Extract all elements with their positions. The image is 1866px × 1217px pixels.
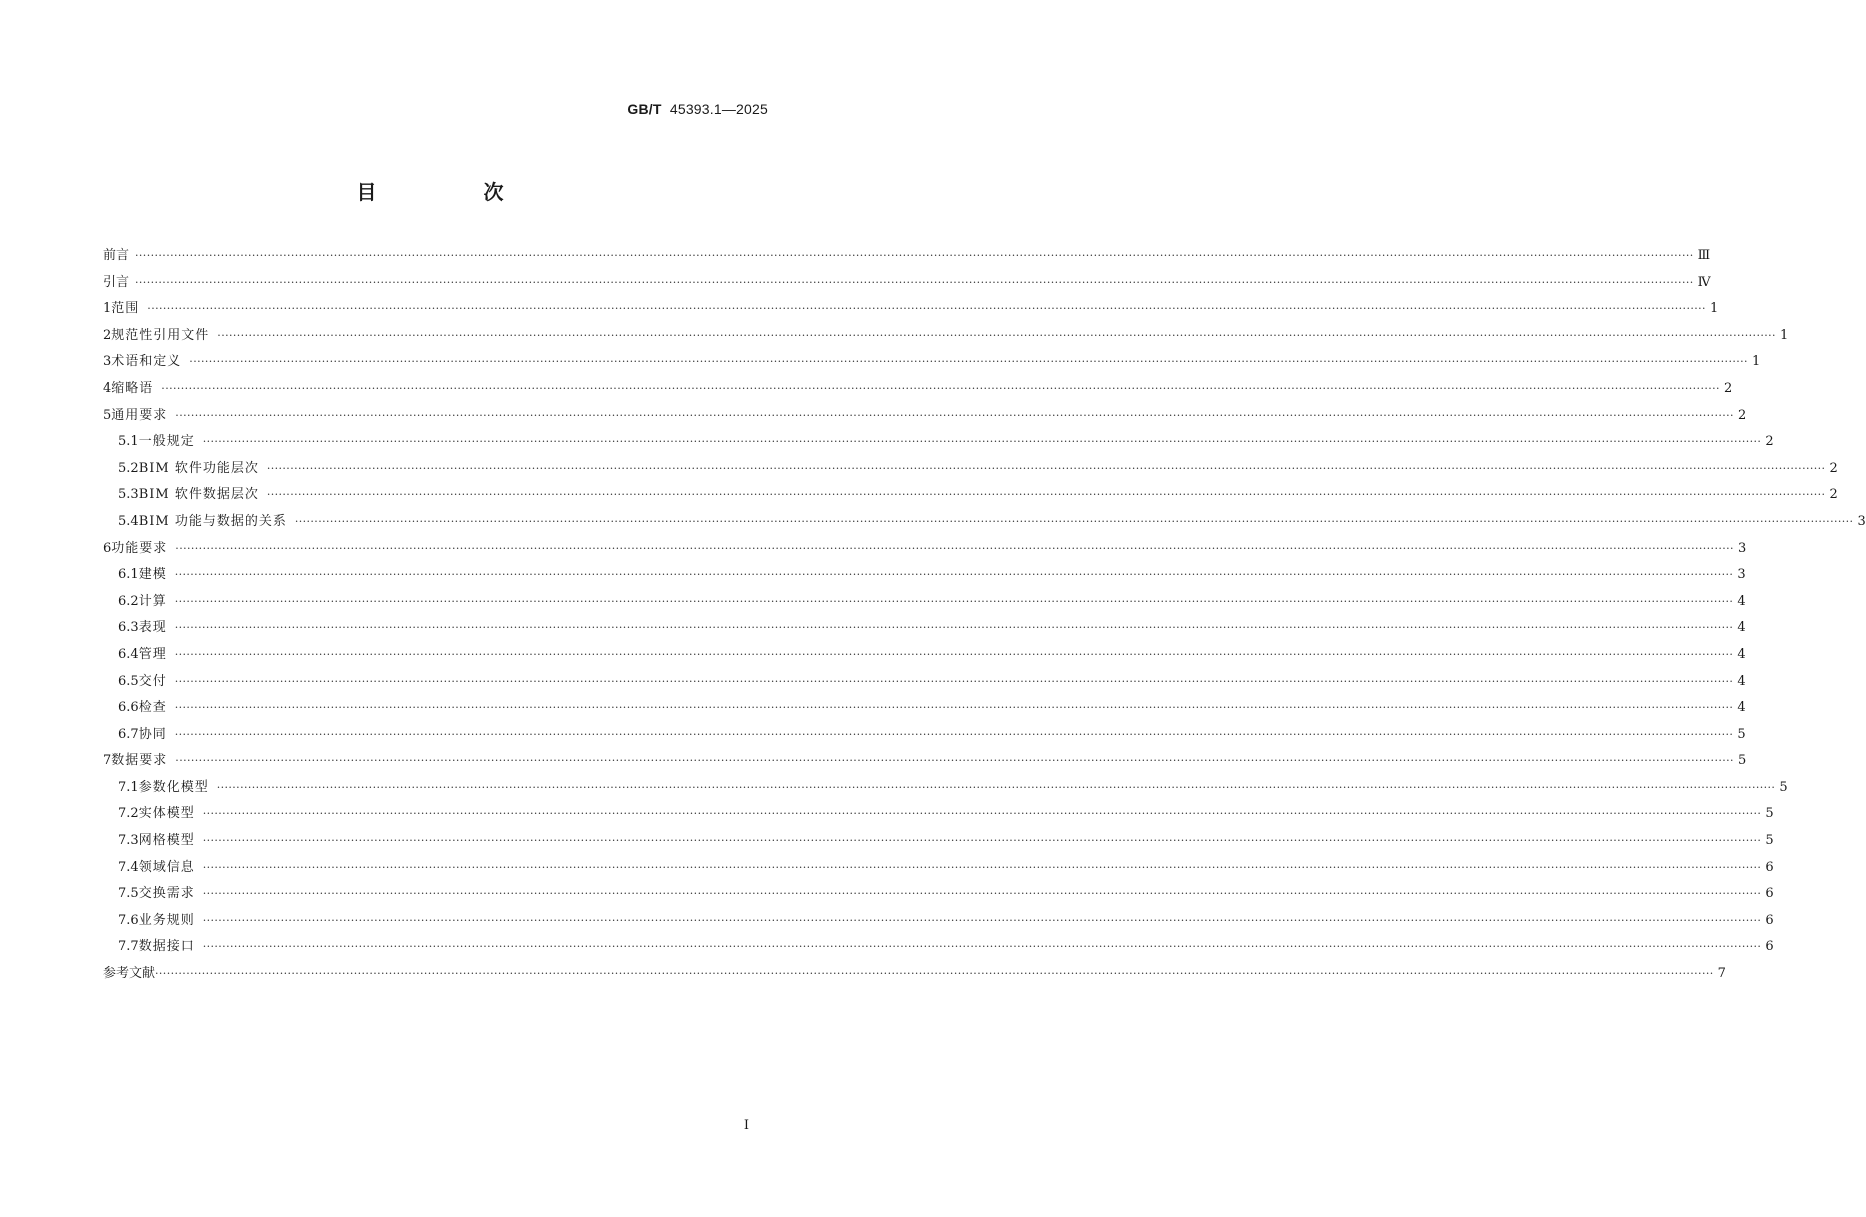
toc-entry-page: Ⅳ bbox=[1697, 274, 1711, 290]
toc-entry-page: 3 bbox=[1737, 540, 1747, 556]
toc-entry-label: 业务规则 bbox=[138, 912, 195, 928]
toc-dot-leader: ················································································································································································································································································································································································································ bbox=[202, 940, 1762, 954]
toc-entry-page: 7 bbox=[1717, 966, 1726, 982]
toc-entry-page: 5 bbox=[1765, 833, 1774, 849]
toc-entry[interactable] bbox=[103, 590, 1746, 617]
toc-entry-page: 3 bbox=[1857, 513, 1866, 529]
toc-dot-leader: ················································································································································································································································································································································································································ bbox=[202, 807, 1762, 821]
toc-entry-number: 5.4 bbox=[118, 513, 139, 529]
toc-entry-label: 参考文献 bbox=[103, 966, 156, 982]
toc-entry-page: 4 bbox=[1737, 620, 1746, 636]
toc-entry[interactable] bbox=[103, 271, 1711, 298]
toc-entry-label: 计算 bbox=[138, 593, 167, 609]
toc-entry-page: 2 bbox=[1765, 434, 1774, 450]
toc-entry-number: 4 bbox=[103, 380, 112, 396]
toc-entry-number: 6.4 bbox=[118, 646, 139, 662]
toc-dot-leader: ················································································································································································································································································································································································································ bbox=[135, 249, 1694, 262]
toc-entry-label: 一般规定 bbox=[138, 434, 195, 450]
toc-entry[interactable] bbox=[103, 962, 1726, 989]
toc-entry-label: 协同 bbox=[138, 726, 167, 742]
toc-dot-leader: ················································································································································································································································································································································································································ bbox=[217, 328, 1776, 342]
toc-entry-number: 7 bbox=[103, 753, 112, 769]
toc-entry-number: 6.2 bbox=[118, 593, 139, 609]
toc-dot-leader: ················································································································································································································································································································································································································ bbox=[175, 408, 1734, 422]
toc-entry-number: 7.3 bbox=[118, 833, 139, 849]
toc-entry-label: 网格模型 bbox=[138, 833, 195, 849]
toc-dot-leader: ················································································································································································································································································································································································································ bbox=[189, 355, 1748, 369]
toc-entry[interactable] bbox=[103, 404, 1747, 431]
toc-dot-leader: ················································································································································································································································································································································································································ bbox=[135, 275, 1694, 289]
toc-entry-number: 6.5 bbox=[118, 673, 139, 689]
toc-entry-label: 通用要求 bbox=[111, 407, 168, 423]
toc-entry-page: 5 bbox=[1765, 806, 1774, 822]
toc-entry-label: 数据接口 bbox=[138, 939, 195, 955]
toc-entry-number: 7.1 bbox=[118, 779, 139, 795]
toc-entry[interactable] bbox=[103, 643, 1746, 670]
toc-dot-leader: ················································································································································································································································································································································································································ bbox=[202, 834, 1762, 848]
toc-entry[interactable] bbox=[103, 670, 1746, 697]
toc-entry-number: 1 bbox=[103, 301, 112, 317]
toc-entry-number: 7.6 bbox=[118, 912, 139, 928]
toc-entry-label: BIM 软件功能层次 bbox=[138, 460, 259, 476]
toc-entry-page: 1 bbox=[1709, 301, 1719, 317]
toc-entry-page: 6 bbox=[1765, 939, 1774, 955]
toc-entry-label: 规范性引用文件 bbox=[111, 327, 210, 343]
toc-entry-page: 6 bbox=[1765, 886, 1774, 902]
toc-entry-page: 4 bbox=[1737, 593, 1746, 609]
toc-entry-page: 2 bbox=[1723, 380, 1733, 396]
toc-dot-leader: ················································································································································································································································································································································································································ bbox=[174, 594, 1734, 608]
toc-entry-label: 范围 bbox=[111, 301, 140, 317]
toc-entry[interactable] bbox=[103, 829, 1774, 856]
toc-entry-page: Ⅲ bbox=[1697, 248, 1711, 263]
toc-entry-label: 参数化模型 bbox=[138, 779, 209, 795]
toc-dot-leader: ················································································································································································································································································································································································································ bbox=[202, 435, 1762, 449]
toc-entry-number: 7.2 bbox=[118, 806, 139, 822]
toc-dot-leader: ················································································································································································································································································································································································································ bbox=[266, 488, 1826, 502]
toc-dot-leader: ················································································································································································································································································································································································································ bbox=[174, 674, 1734, 688]
toc-entry[interactable] bbox=[103, 909, 1774, 936]
toc-entry[interactable] bbox=[103, 244, 1711, 271]
toc-entry-number: 5.3 bbox=[118, 487, 139, 503]
toc-entry-number: 5.1 bbox=[118, 434, 139, 450]
toc-entry[interactable] bbox=[103, 350, 1761, 377]
toc-entry[interactable] bbox=[103, 297, 1719, 324]
toc-entry-label: 交付 bbox=[138, 673, 167, 689]
toc-entry-number: 7.7 bbox=[118, 939, 139, 955]
toc-entry[interactable] bbox=[103, 882, 1774, 909]
toc-dot-leader: ················································································································································································································································································································································································································ bbox=[155, 967, 1714, 981]
toc-entry-label: 实体模型 bbox=[138, 806, 195, 822]
toc-dot-leader: ················································································································································································································································································································································································································ bbox=[202, 860, 1762, 874]
toc-entry[interactable] bbox=[103, 856, 1774, 883]
toc-entry-page: 4 bbox=[1737, 673, 1746, 689]
toc-entry-page: 2 bbox=[1737, 407, 1747, 423]
toc-entry-page: 2 bbox=[1829, 487, 1838, 503]
toc-dot-leader: ················································································································································································································································································································································································································ bbox=[174, 647, 1734, 661]
toc-dot-leader: ················································································································································································································································································································································································································ bbox=[147, 302, 1706, 316]
toc-entry-page: 4 bbox=[1737, 646, 1746, 662]
toc-entry-number: 2 bbox=[103, 327, 112, 343]
toc-entry[interactable] bbox=[103, 723, 1746, 750]
toc-dot-leader: ················································································································································································································································································································································································································ bbox=[216, 780, 1776, 794]
toc-entry[interactable] bbox=[103, 324, 1789, 351]
toc-entry-label: 前言 bbox=[103, 248, 130, 263]
toc-entry-page: 6 bbox=[1765, 859, 1774, 875]
toc-entry[interactable] bbox=[103, 483, 1838, 510]
toc-entry-page: 2 bbox=[1829, 460, 1838, 476]
toc-entry-label: 管理 bbox=[138, 646, 167, 662]
toc-entry-number: 5 bbox=[103, 407, 112, 423]
toc-entry-number: 6.1 bbox=[118, 567, 139, 583]
toc-entry-page: 1 bbox=[1751, 354, 1761, 370]
standard-number: 45393.1—2025 bbox=[669, 101, 768, 117]
toc-dot-leader: ················································································································································································································································································································································································································ bbox=[174, 701, 1734, 715]
toc-entry-label: 数据要求 bbox=[111, 753, 168, 769]
toc-entry-label: 交换需求 bbox=[138, 886, 195, 902]
toc-entry-page: 3 bbox=[1737, 567, 1746, 583]
toc-entry-page: 5 bbox=[1779, 779, 1788, 795]
toc-entry-label: 建模 bbox=[138, 567, 167, 583]
toc-entry-number: 6.7 bbox=[118, 726, 139, 742]
toc-entry-page: 5 bbox=[1737, 753, 1747, 769]
toc-entry-number: 7.4 bbox=[118, 859, 139, 875]
toc-dot-leader: ················································································································································································································································································································································································································ bbox=[202, 913, 1762, 927]
toc-entry[interactable] bbox=[103, 563, 1746, 590]
toc-dot-leader: ················································································································································································································································································································································································································ bbox=[174, 568, 1734, 582]
toc-entry-label: 表现 bbox=[138, 620, 167, 636]
toc-entry-label: 术语和定义 bbox=[111, 354, 182, 370]
toc-entry[interactable] bbox=[103, 537, 1747, 564]
toc-entry[interactable] bbox=[103, 430, 1774, 457]
standard-prefix: GB/T bbox=[627, 101, 662, 117]
toc-entry-label: BIM 软件数据层次 bbox=[138, 487, 259, 503]
toc-entry[interactable] bbox=[103, 776, 1788, 803]
toc-entry[interactable] bbox=[103, 510, 1866, 537]
toc-entry-number: 7.5 bbox=[118, 886, 139, 902]
toc-dot-leader: ················································································································································································································································································································································································································ bbox=[294, 514, 1854, 528]
toc-dot-leader: ················································································································································································································································································································································································································ bbox=[175, 541, 1734, 555]
toc-dot-leader: ················································································································································································································································································································································································································ bbox=[174, 621, 1734, 635]
toc-entry-number: 6 bbox=[103, 540, 112, 556]
toc-dot-leader: ················································································································································································································································································································································································································ bbox=[175, 754, 1734, 768]
toc-entry[interactable] bbox=[103, 377, 1733, 404]
toc-dot-leader: ················································································································································································································································································································································································································ bbox=[266, 461, 1826, 475]
toc-entry-number: 3 bbox=[103, 354, 112, 370]
toc-dot-leader: ················································································································································································································································································································································································································ bbox=[161, 381, 1720, 395]
toc-entry[interactable] bbox=[103, 802, 1774, 829]
toc-entry[interactable] bbox=[103, 616, 1746, 643]
toc-entry-page: 4 bbox=[1737, 700, 1746, 716]
toc-entry[interactable] bbox=[103, 935, 1774, 962]
toc-entry-label: 检查 bbox=[138, 700, 167, 716]
toc-entry-page: 5 bbox=[1737, 726, 1746, 742]
page-number: I bbox=[743, 1118, 749, 1133]
toc-entry-page: 1 bbox=[1779, 327, 1789, 343]
toc-entry-label: 领域信息 bbox=[138, 859, 195, 875]
toc-entry-page: 6 bbox=[1765, 912, 1774, 928]
page-title: 目 次 bbox=[356, 180, 554, 204]
toc-dot-leader: ················································································································································································································································································································································································································ bbox=[202, 887, 1762, 901]
toc-entry-label: BIM 功能与数据的关系 bbox=[138, 513, 287, 529]
toc-entry-label: 缩略语 bbox=[111, 380, 154, 396]
standard-code bbox=[627, 101, 768, 117]
table-of-contents bbox=[103, 244, 1866, 989]
toc-entry-number: 5.2 bbox=[118, 460, 139, 476]
toc-entry-label: 引言 bbox=[103, 274, 130, 290]
toc-dot-leader: ················································································································································································································································································································································································································ bbox=[174, 727, 1734, 741]
toc-entry[interactable] bbox=[103, 457, 1838, 484]
toc-entry-number: 6.6 bbox=[118, 700, 139, 716]
toc-entry-number: 6.3 bbox=[118, 620, 139, 636]
toc-entry-label: 功能要求 bbox=[111, 540, 168, 556]
toc-entry[interactable] bbox=[103, 749, 1747, 776]
toc-entry[interactable] bbox=[103, 696, 1746, 723]
